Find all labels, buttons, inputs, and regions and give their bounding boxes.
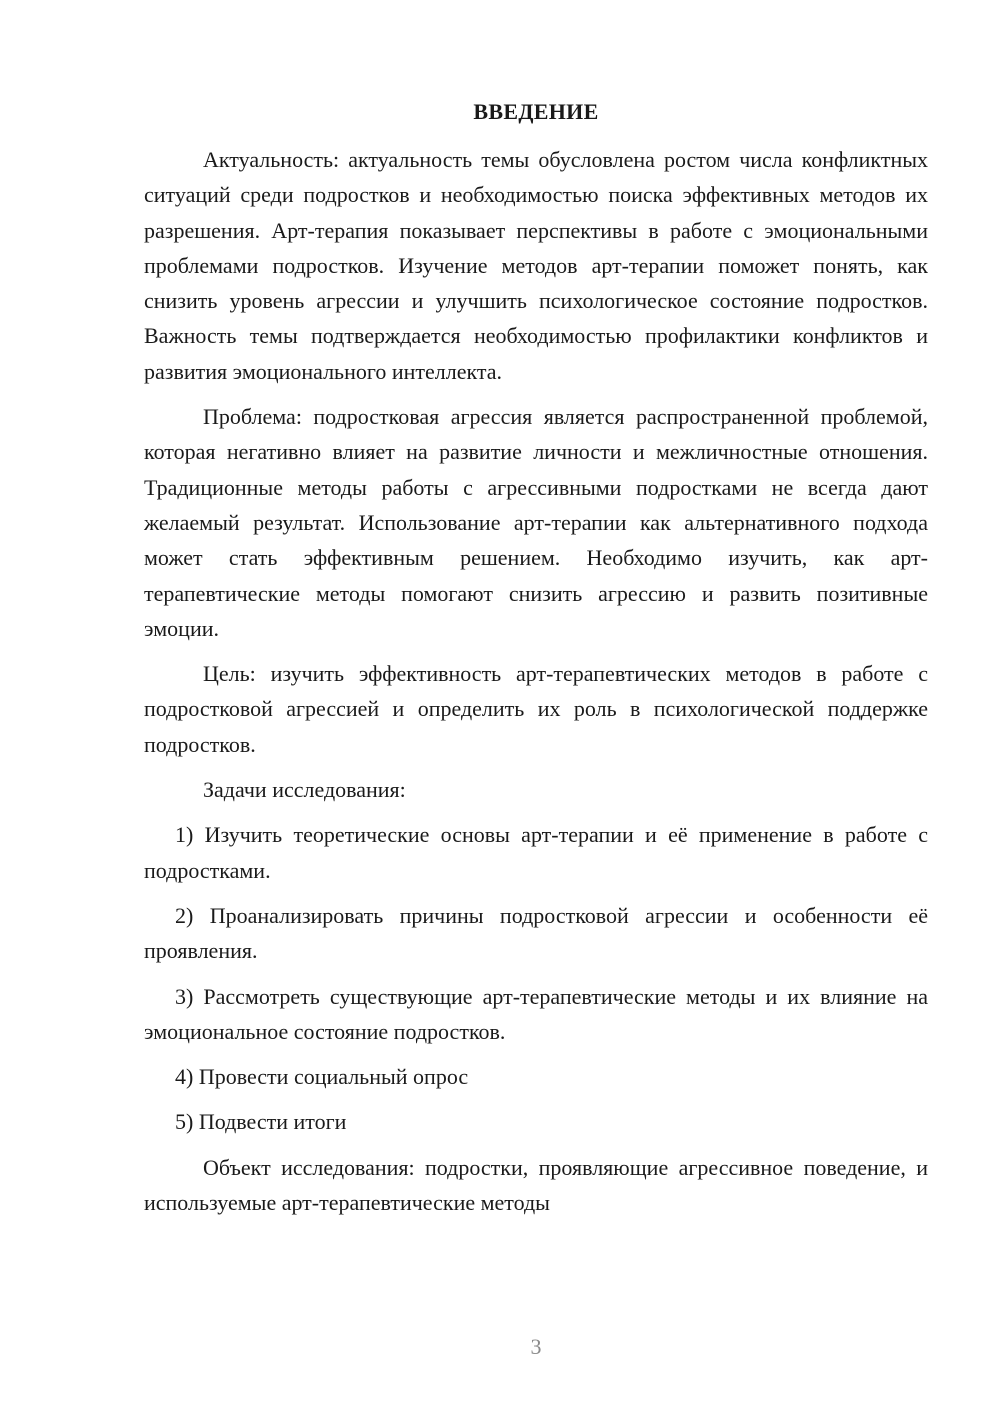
page-number: 3 <box>530 1334 542 1359</box>
tasks-heading: Задачи исследования: <box>203 777 406 803</box>
paragraph-problem: Проблема: подростковая агрессия является распространенной проблемой, которая негативно влияет на развитие личности и межличностные отношения. Традиционные методы работы с агрессивными подростками не всегда дают желаемый результат. Использование арт-терапии как альтернативного подхода может стать эффективным решением. Необходимо изучить, как арт-терапевтические методы помогают снизить агрессию и развить позитивные эмоции. <box>144 404 928 641</box>
task-item-1: 1) Изучить теоретические основы арт-терапии и её применение в работе с подростками. <box>144 822 928 883</box>
task-item-4: 4) Провести социальный опрос <box>175 1064 469 1090</box>
task-item-3: 3) Рассмотреть существующие арт-терапевтические методы и их влияние на эмоциональное состояние подростков. <box>144 983 928 1044</box>
task-item-2: 2) Проанализировать причины подростковой агрессии и особенности её проявления. <box>144 902 928 964</box>
paragraph-object: Объект исследования: подростки, проявляющие агрессивное поведение, и используемые арт-терапевтические методы <box>144 1154 928 1216</box>
paragraph-goal: Цель: изучить эффективность арт-терапевтических методов в работе с подростковой агрессией и определить их роль в психологической поддержке подростков. <box>144 661 928 757</box>
document-page <box>144 0 928 1414</box>
task-item-5: 5) Подвести итоги <box>175 1109 347 1135</box>
paragraph-relevance: Актуальность: актуальность темы обусловлена ростом числа конфликтных ситуаций среди подростков и необходимостью поиска эффективных методов их разрешения. Арт-терапия показывает перспективы в работе с эмоциональными проблемами подростков. Изучение методов арт-терапии поможет понять, как снизить уровень агрессии и улучшить психологическое состояние подростков. Важность темы подтверждается необходимостью профилактики конфликтов и развития эмоционального интеллекта. <box>144 147 928 384</box>
document-body <box>144 142 928 1220</box>
section-title: ВВЕДЕНИЕ <box>473 99 599 124</box>
